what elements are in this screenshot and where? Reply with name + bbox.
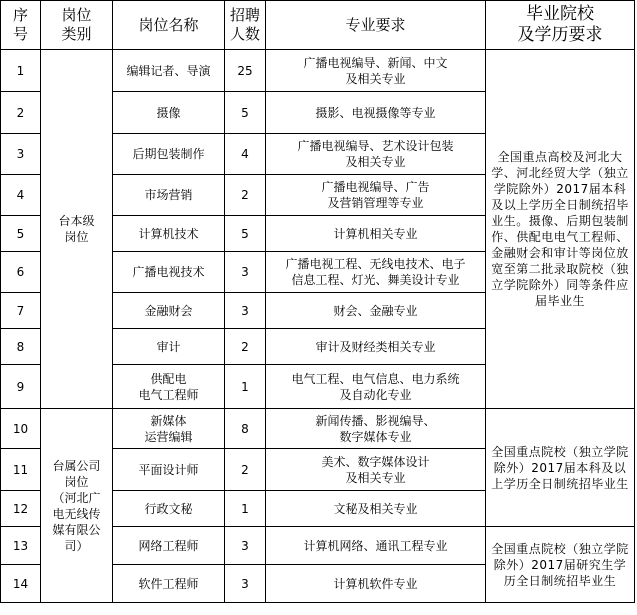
major-requirement: 审计及财经类相关专业 — [266, 329, 486, 365]
header-row — [1, 1, 635, 50]
education-requirement-graduate: 全国重点院校（独立学院除外）2017届研究生学历全日制统招毕业生 — [486, 527, 635, 603]
row-no: 6 — [1, 252, 41, 293]
row-no: 7 — [1, 293, 41, 329]
row-no: 9 — [1, 365, 41, 409]
position-name: 广播电视技术 — [113, 252, 225, 293]
position-name: 新媒体 运营编辑 — [113, 409, 225, 449]
row-no: 11 — [1, 449, 41, 491]
major-requirement: 财会、金融专业 — [266, 293, 486, 329]
hire-count: 2 — [225, 175, 266, 216]
header-education: 毕业院校 及学历要求 — [486, 1, 635, 50]
row-no: 1 — [1, 50, 41, 92]
position-name: 计算机技术 — [113, 216, 225, 252]
hire-count: 3 — [225, 293, 266, 329]
position-name: 市场营销 — [113, 175, 225, 216]
position-name: 供配电 电气工程师 — [113, 365, 225, 409]
row-no: 3 — [1, 134, 41, 175]
major-requirement: 摄影、电视摄像等专业 — [266, 92, 486, 134]
education-requirement-subsidiary: 全国重点院校（独立学院除外）2017届本科及以上学历全日制统招毕业生 — [486, 409, 635, 527]
header-position-name: 岗位名称 — [113, 1, 225, 50]
header-major: 专业要求 — [266, 1, 486, 50]
hire-count: 8 — [225, 409, 266, 449]
hire-count: 3 — [225, 527, 266, 565]
header-no: 序 号 — [1, 1, 41, 50]
major-requirement: 广播电视工程、无线电技术、电子 信息工程、灯光、舞美设计专业 — [266, 252, 486, 293]
major-requirement: 新闻传播、影视编导、 数字媒体专业 — [266, 409, 486, 449]
major-requirement: 广播电视编导、广告 及营销管理等专业 — [266, 175, 486, 216]
row-no: 10 — [1, 409, 41, 449]
category-cell-subsidiary: 台属公司 岗位 （河北广 电无线传 媒有限公 司） — [41, 409, 113, 603]
row-no: 4 — [1, 175, 41, 216]
table-row — [1, 50, 635, 92]
major-requirement: 广播电视编导、艺术设计包装 及相关专业 — [266, 134, 486, 175]
position-name: 金融财会 — [113, 293, 225, 329]
row-no: 13 — [1, 527, 41, 565]
education-requirement-station: 全国重点高校及河北大学、河北经贸大学（独立学院除外）2017届本科及以上学历全日制统招毕业生。摄像、后期包装制作、供配电电气工程师、金融财会和审计等岗位放宽至第二批录取院校（独立学院除外）同等条件应届毕业生 — [486, 50, 635, 409]
row-no: 2 — [1, 92, 41, 134]
major-requirement: 计算机网络、通讯工程专业 — [266, 527, 486, 565]
position-name: 平面设计师 — [113, 449, 225, 491]
row-no: 12 — [1, 491, 41, 527]
major-requirement: 电气工程、电气信息、电力系统 及自动化专业 — [266, 365, 486, 409]
major-requirement: 计算机软件专业 — [266, 565, 486, 603]
hire-count: 3 — [225, 252, 266, 293]
hire-count: 5 — [225, 92, 266, 134]
hire-count: 2 — [225, 449, 266, 491]
major-requirement: 文秘及相关专业 — [266, 491, 486, 527]
major-requirement: 广播电视编导、新闻、中文 及相关专业 — [266, 50, 486, 92]
position-name: 编辑记者、导演 — [113, 50, 225, 92]
position-name: 网络工程师 — [113, 527, 225, 565]
position-name: 行政文秘 — [113, 491, 225, 527]
hire-count: 5 — [225, 216, 266, 252]
position-name: 摄像 — [113, 92, 225, 134]
hire-count: 1 — [225, 365, 266, 409]
row-no: 14 — [1, 565, 41, 603]
hire-count: 4 — [225, 134, 266, 175]
table-row — [1, 409, 635, 449]
category-cell-station: 台本级 岗位 — [41, 50, 113, 409]
header-count: 招聘 人数 — [225, 1, 266, 50]
hire-count: 2 — [225, 329, 266, 365]
major-requirement: 美术、数字媒体设计 及相关专业 — [266, 449, 486, 491]
position-name: 后期包装制作 — [113, 134, 225, 175]
row-no: 5 — [1, 216, 41, 252]
hire-count: 25 — [225, 50, 266, 92]
position-name: 审计 — [113, 329, 225, 365]
hire-count: 1 — [225, 491, 266, 527]
header-category: 岗位 类别 — [41, 1, 113, 50]
position-name: 软件工程师 — [113, 565, 225, 603]
row-no: 8 — [1, 329, 41, 365]
hire-count: 3 — [225, 565, 266, 603]
major-requirement: 计算机相关专业 — [266, 216, 486, 252]
